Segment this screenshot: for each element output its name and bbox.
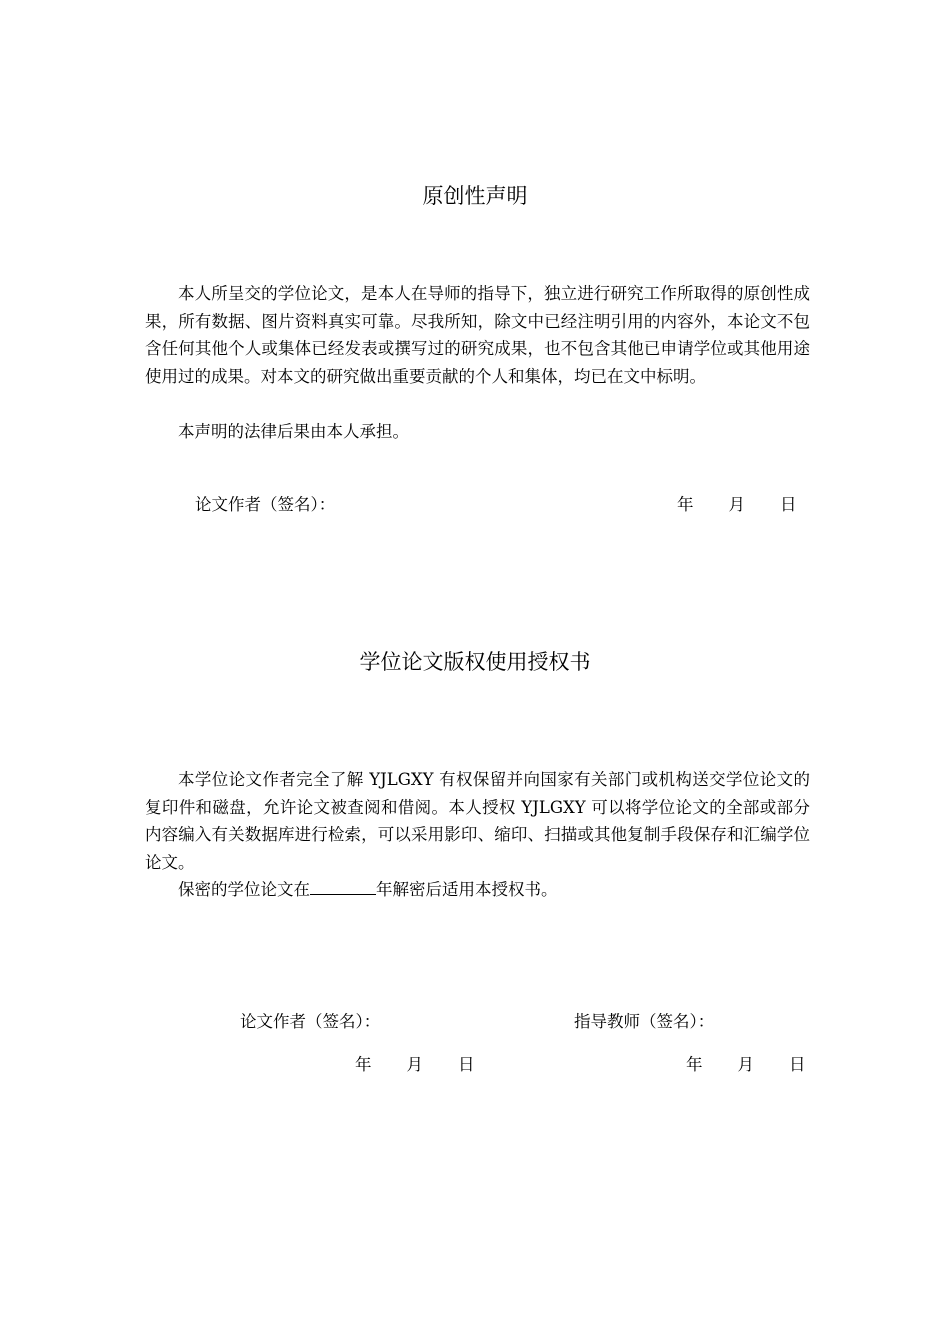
confidential-years-blank — [310, 880, 376, 895]
originality-paragraph-2: 本声明的法律后果由本人承担。 — [178, 422, 409, 441]
authorization-title: 学位论文版权使用授权书 — [359, 650, 591, 674]
authorization-paragraph-2-suffix: 年解密后适用本授权书。 — [376, 880, 558, 899]
authorization-author-date — [355, 1053, 475, 1077]
date-day: 日 — [780, 495, 797, 514]
originality-paragraph-1: 本人所呈交的学位论文，是本人在导师的指导下，独立进行研究工作所取得的原创性成果，所有数据、图片资料真实可靠。尽我所知，除文中已经注明引用的内容外，本论文不包含任何其他个人或集体已经发表或撰写过的研究成果，也不包含其他已申请学位或其他用途使用过的成果。对本文的研究做出重要贡献的个人和集体，均已在文中标明。 — [145, 284, 810, 386]
originality-date — [677, 493, 797, 517]
authorization-advisor-signature-label: 指导教师（签名）： — [574, 1012, 715, 1031]
authorization-paragraph-2 — [145, 876, 810, 904]
originality-title: 原创性声明 — [422, 184, 528, 208]
date-day: 日 — [789, 1055, 806, 1074]
date-year: 年 — [686, 1055, 703, 1074]
authorization-advisor-date — [686, 1053, 806, 1077]
authorization-paragraph-1: 本学位论文作者完全了解 YJLGXY 有权保留并向国家有关部门或机构送交学位论文的复印件和磁盘，允许论文被查阅和借阅。本人授权 YJLGXY 可以将学位论文的全部或部分内容编入有关数据库进行检索，可以采用影印、缩印、扫描或其他复制手段保存和汇编学位论文。 — [145, 770, 810, 872]
authorization-author-signature-label: 论文作者（签名）： — [240, 1012, 381, 1031]
authorization-paragraph-2-prefix: 保密的学位论文在 — [178, 880, 310, 899]
date-day: 日 — [458, 1055, 475, 1074]
date-year: 年 — [355, 1055, 372, 1074]
date-month: 月 — [406, 1055, 423, 1074]
date-month: 月 — [728, 495, 745, 514]
date-year: 年 — [677, 495, 694, 514]
date-month: 月 — [737, 1055, 754, 1074]
originality-author-signature-label: 论文作者（签名）： — [195, 495, 336, 514]
